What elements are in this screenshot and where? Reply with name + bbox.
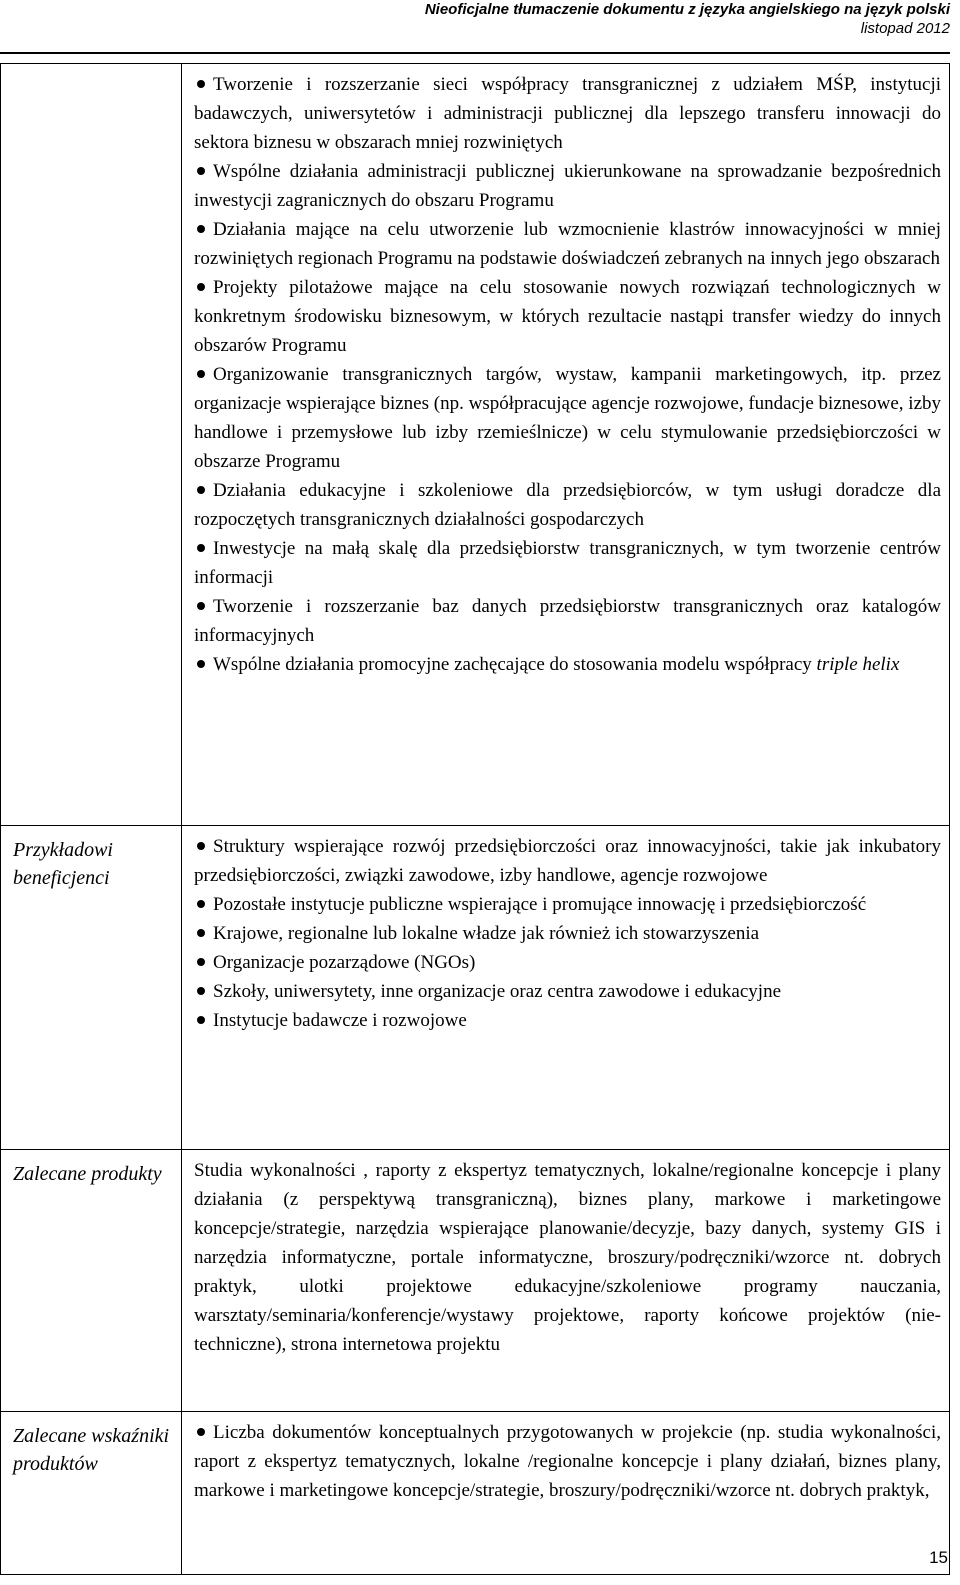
table-row (1, 826, 950, 1150)
list-item-text: Inwestycje na małą skalę dla przedsiębiorstw transgranicznych, w tym tworzenie centrów informacji (194, 538, 941, 588)
list-item-text: Organizacje pozarządowe (NGOs) (213, 952, 476, 973)
bullet-icon (197, 602, 205, 610)
list-item-text: Wspólne działania promocyjne zachęcające do stosowania modelu współpracy (213, 654, 817, 675)
bullet-icon (197, 544, 205, 552)
list-item (194, 215, 941, 273)
header-rule (0, 52, 950, 54)
list-item (194, 977, 941, 1006)
bullet-icon (197, 958, 205, 966)
bullet-icon (197, 486, 205, 494)
bullet-icon (197, 225, 205, 233)
row-label: Zalecane produkty (1, 1150, 182, 1412)
row-label: Przykładowi beneficjenci (1, 826, 182, 1150)
list-item (194, 650, 941, 679)
list-item-text: Projekty pilotażowe mające na celu stosowanie nowych rozwiązań technologicznych w konkretnym środowisku biznesowym, w których rezultacie nastąpi transfer wiedzy do innych obszarów Programu (194, 277, 941, 356)
bullet-icon (197, 167, 205, 175)
bullet-list (194, 832, 941, 1035)
row-content (182, 1150, 950, 1412)
list-item-text: Tworzenie i rozszerzanie baz danych przedsiębiorstw transgranicznych oraz katalogów informacyjnych (194, 596, 941, 646)
row-label: Zalecane wskaźniki produktów (1, 1412, 182, 1575)
list-item-text: Tworzenie i rozszerzanie sieci współpracy transgranicznej z udziałem MŚP, instytucji badawczych, uniwersytetów i administracji publicznej dla lepszego transferu innowacji do sektora biznesu w obszarach mniej rozwiniętych (194, 74, 941, 153)
bullet-icon (197, 370, 205, 378)
row-content (182, 826, 950, 1150)
list-item-text: Pozostałe instytucje publiczne wspierające i promujące innowację i przedsiębiorczość (213, 894, 867, 915)
list-item (194, 890, 941, 919)
bullet-icon (197, 80, 205, 88)
row-content (182, 1412, 950, 1575)
bullet-icon (197, 283, 205, 291)
page-number: 15 (929, 1548, 948, 1567)
bullet-list (194, 1418, 941, 1505)
list-item-text: Struktury wspierające rozwój przedsiębiorczości oraz innowacyjności, takie jak inkubatory przedsiębiorczości, związki zawodowe, izby handlowe, agencje rozwojowe (194, 836, 941, 886)
bullet-list (194, 70, 941, 679)
list-item (194, 534, 941, 592)
bullet-icon (197, 929, 205, 937)
bullet-icon (197, 987, 205, 995)
list-item (194, 592, 941, 650)
list-item (194, 157, 941, 215)
list-item (194, 360, 941, 476)
list-item (194, 476, 941, 534)
bullet-icon (197, 900, 205, 908)
paragraph-text: Studia wykonalności , raporty z ekspertyz tematycznych, lokalne/regionalne koncepcje i plany działania (z perspektywą transgraniczną), biznes plany, markowe i marketingowe koncepcje/strategie, narzędzia wspierające planowanie/decyzje, bazy danych, systemy GIS i narzędzia informatyczne, portale informatyczne, broszury/podręczniki/wzorce nt. dobrych praktyk, ulotki projektowe edukacyjne/szkoleniowe programy nauczania, warsztaty/seminaria/konferencje/wystawy projektowe, raporty końcowe projektów (nie-techniczne), strona internetowa projektu (194, 1160, 941, 1355)
emphasis-text: triple helix (816, 654, 900, 675)
list-item-text: Krajowe, regionalne lub lokalne władze jak również ich stowarzyszenia (213, 923, 760, 944)
list-item (194, 832, 941, 890)
list-item (194, 948, 941, 977)
list-item-text: Liczba dokumentów konceptualnych przygotowanych w projekcie (np. studia wykonalności, raport z ekspertyz tematycznych, lokalne /regionalne koncepcje i plany działań, biznes plany, markowe i marketingowe koncepcje/strategie, broszury/podręczniki/wzorce nt. dobrych praktyk, (194, 1422, 941, 1501)
bullet-icon (197, 1016, 205, 1024)
bullet-icon (197, 842, 205, 850)
list-item-text: Instytucje badawcze i rozwojowe (213, 1010, 467, 1031)
list-item (194, 919, 941, 948)
list-item (194, 1006, 941, 1035)
list-item-text: Działania edukacyjne i szkoleniowe dla przedsiębiorców, w tym usługi doradcze dla rozpoczętych transgranicznych działalności gospodarczych (194, 480, 941, 530)
content-table (0, 63, 950, 1575)
list-item (194, 70, 941, 157)
table-row (1, 1150, 950, 1412)
page-header (0, 0, 950, 38)
row-content (182, 64, 950, 826)
list-item-text: Szkoły, uniwersytety, inne organizacje oraz centra zawodowe i edukacyjne (213, 981, 782, 1002)
list-item (194, 273, 941, 360)
list-item-text: Wspólne działania administracji publicznej ukierunkowane na sprowadzanie bezpośrednich inwestycji zagranicznych do obszaru Programu (194, 161, 941, 211)
row-label (1, 64, 182, 826)
bullet-icon (197, 1428, 205, 1436)
header-date: listopad 2012 (860, 20, 950, 37)
list-item (194, 1418, 941, 1505)
header-title: Nieoficjalne tłumaczenie dokumentu z języka angielskiego na język polski (424, 1, 950, 18)
table-row (1, 64, 950, 826)
bullet-icon (197, 660, 205, 668)
table-row (1, 1412, 950, 1575)
list-item-text: Działania mające na celu utworzenie lub wzmocnienie klastrów innowacyjności w mniej rozwiniętych regionach Programu na podstawie doświadczeń zebranych na innych jego obszarach (194, 219, 941, 269)
list-item-text: Organizowanie transgranicznych targów, wystaw, kampanii marketingowych, itp. przez organizacje wspierające biznes (np. współpracujące agencje rozwojowe, fundacje biznesowe, izby handlowe i przemysłowe lub izby rzemieślnicze) w celu stymulowanie przedsiębiorczości w obszarze Programu (194, 364, 941, 472)
